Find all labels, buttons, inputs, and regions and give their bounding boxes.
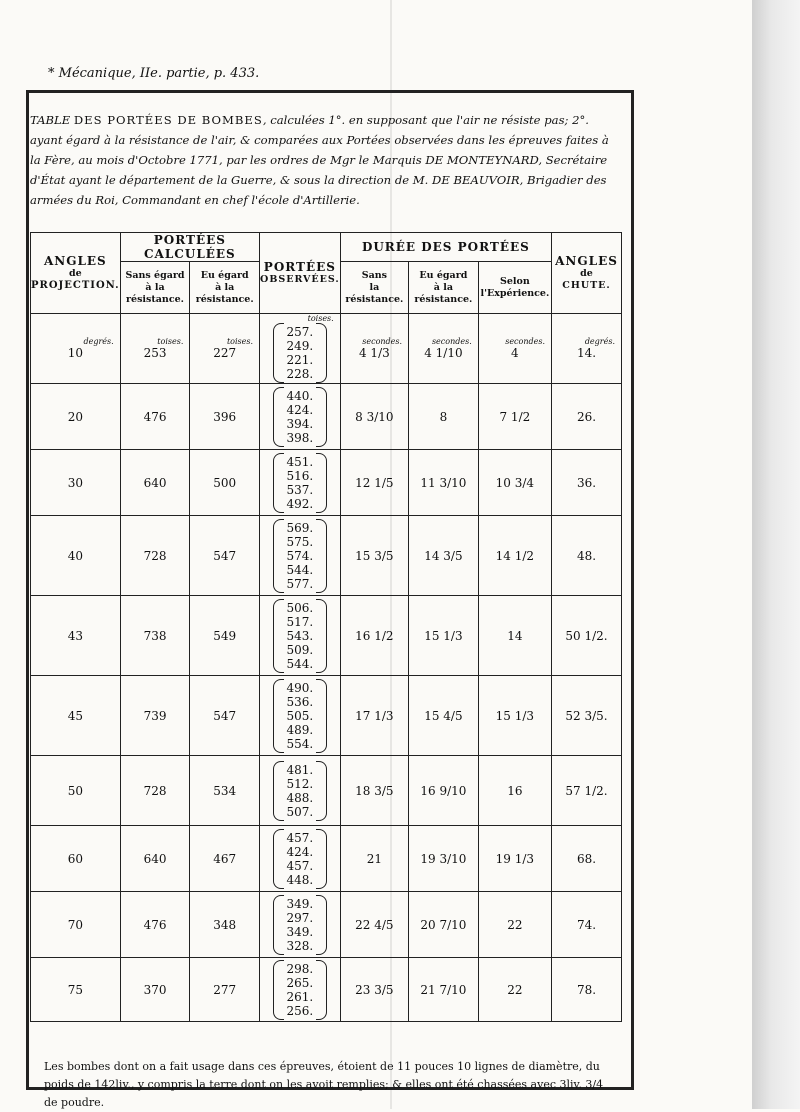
eu-egard-cell: [190, 958, 260, 1022]
duree-sans-cell-value: 17 1/3: [355, 708, 394, 723]
sans-egard-cell: [120, 596, 190, 676]
observed-cell: [260, 756, 341, 826]
sans-egard-cell: [120, 756, 190, 826]
duree-sans-cell: [340, 516, 408, 596]
duree-eu-cell: [409, 756, 479, 826]
duree-exp-cell-value: 15 1/3: [495, 708, 535, 723]
observed-value: 228.: [286, 367, 314, 381]
chute-cell: [552, 516, 622, 596]
observed-value: 297.: [286, 910, 314, 925]
duree-sans-cell-value: 21: [366, 851, 383, 866]
angle-cell-value: 20: [67, 409, 83, 424]
chute-cell-value: 74.: [576, 917, 597, 932]
duree-sans-cell-value: 12 1/5: [355, 475, 394, 490]
chute-cell-value: 14.: [576, 346, 597, 360]
duree-eu-cell: [409, 384, 479, 450]
sans-egard-cell: [120, 384, 190, 450]
duree-eu-cell: [409, 958, 479, 1022]
sans-egard-cell: [120, 314, 190, 384]
chute-cell: [552, 892, 622, 958]
duree-eu-cell: [409, 516, 479, 596]
observed-value: 451.: [286, 454, 314, 469]
observed-value: 577.: [286, 576, 314, 591]
observed-value: 492.: [286, 496, 314, 511]
sans-egard-cell-value: 739: [143, 708, 167, 723]
duree-sans-cell-value: 8 3/10: [355, 409, 394, 424]
table-row: [31, 596, 622, 676]
chute-cell: [552, 826, 622, 892]
sans-egard-cell-value: 738: [143, 628, 167, 643]
observed-value: 537.: [286, 482, 314, 497]
duree-sans-cell-value: 22 4/5: [355, 917, 394, 932]
sans-egard-cell-value: 476: [143, 917, 167, 932]
eu-egard-cell-value: 396: [213, 409, 237, 424]
angle-cell: [31, 450, 121, 516]
observed-cell: [260, 516, 341, 596]
eu-egard-cell-value: 549: [213, 628, 237, 643]
observed-cell: [260, 450, 341, 516]
duree-sans-cell: [340, 958, 408, 1022]
title-lead: TABLE: [30, 113, 71, 127]
table-row: [31, 314, 622, 384]
duree-eu-cell-value: 16 9/10: [420, 783, 467, 798]
range-table: [30, 232, 622, 1022]
table-row: [31, 384, 622, 450]
duree-eu-cell-value: 15 1/3: [424, 628, 463, 643]
duree-exp-cell: [478, 516, 551, 596]
hdr-observees: OBSERVÉES.: [260, 274, 340, 285]
angle-cell-value: 45: [67, 708, 83, 723]
table-body: [31, 314, 622, 1022]
chute-cell: [552, 596, 622, 676]
angle-cell-value: 40: [67, 548, 83, 563]
duree-sans-cell: [340, 826, 408, 892]
angle-cell: [31, 892, 121, 958]
angle-cell: [31, 314, 121, 384]
angle-cell-value: 60: [67, 851, 83, 866]
hdr-angles-2: ANGLES: [555, 254, 618, 268]
sans-egard-cell-value: 728: [143, 783, 167, 798]
duree-eu-cell-value: 11 3/10: [420, 475, 467, 490]
hdr-eu-egard2-2: à la résistance.: [414, 281, 473, 305]
hdr-de-2: de: [580, 268, 593, 279]
duree-sans-cell: [340, 892, 408, 958]
angle-cell-value: 50: [67, 783, 83, 798]
sans-egard-cell: [120, 826, 190, 892]
chute-cell-value: 26.: [576, 409, 597, 424]
chute-cell-value: 68.: [576, 851, 597, 866]
angle-cell-value: 30: [67, 475, 83, 490]
eu-egard-cell: [190, 384, 260, 450]
duree-exp-cell: [478, 676, 551, 756]
chute-cell: [552, 314, 622, 384]
angle-cell: [31, 516, 121, 596]
observed-list: [271, 895, 330, 955]
sans-egard-cell: [120, 676, 190, 756]
unit-label: secondes.: [431, 337, 472, 346]
duree-exp-cell: [478, 756, 551, 826]
duree-sans-cell: [340, 596, 408, 676]
duree-exp-cell-value: 19 1/3: [495, 851, 535, 866]
duree-exp-cell-value: 14: [507, 628, 523, 643]
col-duree-selon: [478, 262, 551, 314]
col-portees-observees: [260, 233, 341, 314]
eu-egard-cell-value: 547: [213, 548, 237, 563]
duree-exp-cell: [478, 450, 551, 516]
observed-value: 424.: [286, 844, 314, 859]
duree-eu-cell-value: 8: [439, 409, 448, 424]
col-portees-calculees: PORTÉES CALCULÉES: [120, 233, 259, 262]
sans-egard-cell-value: 728: [143, 548, 167, 563]
table-row: [31, 892, 622, 958]
duree-eu-cell-value: 20 7/10: [420, 917, 467, 932]
hdr-eu-egard2: Eu égard: [419, 269, 468, 281]
duree-sans-cell-value: 15 3/5: [355, 548, 394, 563]
duree-sans-cell: [340, 314, 408, 384]
duree-eu-cell: [409, 892, 479, 958]
sans-egard-cell-value: 640: [143, 851, 167, 866]
duree-exp-cell-value: 7 1/2: [499, 409, 531, 424]
chute-cell-value: 52 3/5.: [565, 708, 608, 723]
observed-value: 516.: [286, 468, 314, 483]
angle-cell: [31, 826, 121, 892]
observed-value: 424.: [286, 402, 314, 417]
observed-list: [271, 519, 330, 593]
duree-eu-cell-value: 19 3/10: [420, 851, 467, 866]
hdr-portees: PORTÉES: [263, 260, 336, 274]
eu-egard-cell-value: 534: [213, 783, 237, 798]
angle-cell-value: 75: [67, 982, 83, 997]
hdr-eu-egard: Eu égard: [200, 269, 249, 281]
duree-eu-cell: [409, 676, 479, 756]
observed-value: 298.: [286, 961, 314, 976]
observed-list: [271, 679, 330, 753]
hdr-projection: PROJECTION.: [31, 280, 120, 291]
col-sans-egard: [120, 262, 190, 314]
duree-eu-cell-value: 21 7/10: [420, 982, 467, 997]
sans-egard-cell-value: 476: [143, 409, 167, 424]
observed-value: 256.: [286, 1003, 314, 1018]
observed-value: 488.: [286, 790, 314, 805]
sans-egard-cell: [120, 516, 190, 596]
duree-sans-cell: [340, 384, 408, 450]
angle-cell-value: 10: [67, 346, 83, 360]
observed-value: 349.: [286, 896, 314, 911]
sans-egard-cell-value: 640: [143, 475, 167, 490]
title-caps: DES PORTÉES DE BOMBES: [73, 113, 263, 127]
observed-value: 509.: [286, 642, 314, 657]
chute-cell-value: 50 1/2.: [565, 628, 608, 643]
angle-cell: [31, 384, 121, 450]
eu-egard-cell-value: 500: [213, 475, 237, 490]
table-row: [31, 756, 622, 826]
duree-exp-cell-value: 14 1/2: [495, 548, 535, 563]
observed-value: 481.: [286, 762, 314, 777]
duree-sans-cell: [340, 756, 408, 826]
duree-sans-cell-value: 16 1/2: [355, 628, 394, 643]
adjacent-page-edge: [752, 0, 800, 1109]
col-eu-egard: [190, 262, 260, 314]
observed-value: 569.: [286, 520, 314, 535]
hdr-de: de: [68, 268, 82, 279]
hdr-eu-egard-2: à la résistance.: [195, 281, 254, 305]
observed-value: 507.: [286, 804, 314, 819]
hdr-sans-egard: Sans égard: [125, 269, 185, 281]
observed-value: 249.: [286, 339, 314, 353]
observed-cell: [260, 314, 341, 384]
table-row: [31, 958, 622, 1022]
eu-egard-cell: [190, 826, 260, 892]
sans-egard-cell: [120, 892, 190, 958]
observed-cell: [260, 826, 341, 892]
table-title: [30, 110, 618, 210]
observed-value: 544.: [286, 656, 314, 671]
eu-egard-cell-value: 277: [213, 982, 237, 997]
observed-value: 489.: [286, 722, 314, 737]
observed-list: [271, 599, 330, 673]
observed-cell: [260, 958, 341, 1022]
observed-list: [271, 960, 330, 1020]
duree-eu-cell-value: 14 3/5: [424, 548, 463, 563]
hdr-selon: Selon: [499, 275, 530, 287]
observed-value: 221.: [286, 353, 314, 367]
eu-egard-cell: [190, 450, 260, 516]
observed-value: 457.: [286, 858, 314, 873]
observed-value: 398.: [286, 430, 314, 445]
observed-value: 512.: [286, 776, 314, 791]
chute-cell: [552, 958, 622, 1022]
duree-exp-cell-value: 16: [507, 783, 523, 798]
table-row: [31, 826, 622, 892]
duree-eu-cell: [409, 596, 479, 676]
observed-cell: [260, 892, 341, 958]
col-duree: DURÉE DES PORTÉES: [340, 233, 551, 262]
observed-value: 261.: [286, 989, 314, 1004]
chute-cell: [552, 450, 622, 516]
unit-label: degrés.: [584, 337, 615, 346]
chute-cell-value: 78.: [576, 982, 597, 997]
duree-exp-cell-value: 4: [511, 346, 519, 360]
unit-label: degrés.: [83, 337, 114, 346]
col-duree-sans: [340, 262, 408, 314]
sans-egard-cell-value: 253: [143, 346, 167, 360]
observed-value: 257.: [286, 325, 314, 339]
duree-sans-cell: [340, 676, 408, 756]
observed-value: 543.: [286, 628, 314, 643]
table-row: [31, 450, 622, 516]
col-angles-projection: [31, 233, 121, 314]
eu-egard-cell-value: 227: [213, 346, 237, 360]
duree-sans-cell-value: 18 3/5: [355, 783, 394, 798]
observed-value: 448.: [286, 872, 314, 887]
unit-label: secondes.: [362, 337, 403, 346]
duree-sans-cell: [340, 450, 408, 516]
observed-cell: [260, 676, 341, 756]
observed-list: [271, 387, 330, 447]
angle-cell-value: 70: [67, 917, 83, 932]
duree-eu-cell: [409, 450, 479, 516]
unit-label: toises.: [157, 337, 184, 346]
angle-cell: [31, 676, 121, 756]
observed-value: 440.: [286, 388, 314, 403]
angle-cell: [31, 596, 121, 676]
table-row: [31, 676, 622, 756]
eu-egard-cell: [190, 314, 260, 384]
angle-cell-value: 43: [67, 628, 83, 643]
duree-exp-cell-value: 22: [507, 917, 523, 932]
duree-exp-cell: [478, 958, 551, 1022]
angle-cell: [31, 958, 121, 1022]
observed-value: 394.: [286, 416, 314, 431]
eu-egard-cell-value: 348: [213, 917, 237, 932]
observed-value: 536.: [286, 694, 314, 709]
chute-cell: [552, 384, 622, 450]
duree-eu-cell: [409, 314, 479, 384]
chute-cell-value: 36.: [576, 475, 597, 490]
observed-list: [271, 761, 330, 821]
observed-value: 328.: [286, 938, 314, 953]
eu-egard-cell: [190, 892, 260, 958]
duree-exp-cell: [478, 892, 551, 958]
duree-eu-cell: [409, 826, 479, 892]
observed-cell: [260, 596, 341, 676]
eu-egard-cell-value: 547: [213, 708, 237, 723]
table-row: [31, 516, 622, 596]
observed-value: 554.: [286, 736, 314, 751]
observed-value: 265.: [286, 975, 314, 990]
sans-egard-cell: [120, 450, 190, 516]
observed-value: 349.: [286, 924, 314, 939]
eu-egard-cell: [190, 516, 260, 596]
observed-list: [271, 323, 330, 383]
header-note: * Mécanique, IIe. partie, p. 433.: [48, 66, 260, 81]
duree-sans-cell-value: 23 3/5: [355, 982, 394, 997]
duree-exp-cell-value: 10 3/4: [495, 475, 535, 490]
unit-label: secondes.: [505, 337, 546, 346]
observed-value: 517.: [286, 614, 314, 629]
observed-cell: [260, 384, 341, 450]
duree-eu-cell-value: 4 1/10: [424, 346, 463, 360]
eu-egard-cell: [190, 596, 260, 676]
unit-label: toises.: [226, 337, 254, 346]
sans-egard-cell: [120, 958, 190, 1022]
duree-exp-cell: [478, 826, 551, 892]
observed-list: [271, 453, 330, 513]
observed-value: 490.: [286, 680, 314, 695]
angle-cell: [31, 756, 121, 826]
duree-exp-cell: [478, 314, 551, 384]
duree-exp-cell-value: 22: [507, 982, 523, 997]
duree-exp-cell: [478, 596, 551, 676]
duree-exp-cell: [478, 384, 551, 450]
hdr-chute: CHUTE.: [562, 280, 611, 291]
observed-value: 457.: [286, 830, 314, 845]
unit-label: toises.: [307, 314, 334, 323]
observed-value: 506.: [286, 600, 314, 615]
chute-cell: [552, 756, 622, 826]
hdr-sans-2: la résistance.: [345, 281, 404, 305]
chute-cell: [552, 676, 622, 756]
hdr-angles: ANGLES: [43, 254, 107, 268]
observed-value: 505.: [286, 708, 314, 723]
duree-eu-cell-value: 15 4/5: [424, 708, 463, 723]
hdr-sans-egard-2: à la résistance.: [126, 281, 184, 305]
observed-list: [271, 829, 330, 889]
observed-value: 574.: [286, 548, 314, 563]
duree-sans-cell-value: 4 1/3: [358, 346, 390, 360]
hdr-selon-2: l'Expérience.: [480, 287, 550, 299]
title-text: , calculées 1°. en supposant que l'air ne résiste pas; 2°. ayant égard à la résistance de l'air, & comparées aux Portées observées dans les épreuves faites à la Fère, au mois d'Octobre 1771, par les ordres de Mgr le Marquis DE MONTEYNARD, Secrétaire d'État ayant le département de la Guerre, & sous la direction de M. DE BEAUVOIR, Brigadier des armées du Roi, Commandant en chef l'école d'Artillerie.: [30, 113, 609, 207]
chute-cell-value: 48.: [576, 548, 597, 563]
footer-note: Les bombes dont on a fait usage dans ces épreuves, étoient de 11 pouces 10 lignes de diamètre, du poids de 142liv., y compris la terre dont on les avoit remplies; & elles ont été chassées avec 3liv. 3/4 de poudre.: [44, 1060, 604, 1109]
eu-egard-cell-value: 467: [213, 851, 237, 866]
col-angles-chute: [552, 233, 622, 314]
sans-egard-cell-value: 370: [143, 982, 167, 997]
observed-value: 544.: [286, 562, 314, 577]
eu-egard-cell: [190, 676, 260, 756]
hdr-sans: Sans: [361, 269, 388, 281]
col-duree-eu: [409, 262, 479, 314]
chute-cell-value: 57 1/2.: [565, 783, 608, 798]
observed-value: 575.: [286, 534, 314, 549]
eu-egard-cell: [190, 756, 260, 826]
